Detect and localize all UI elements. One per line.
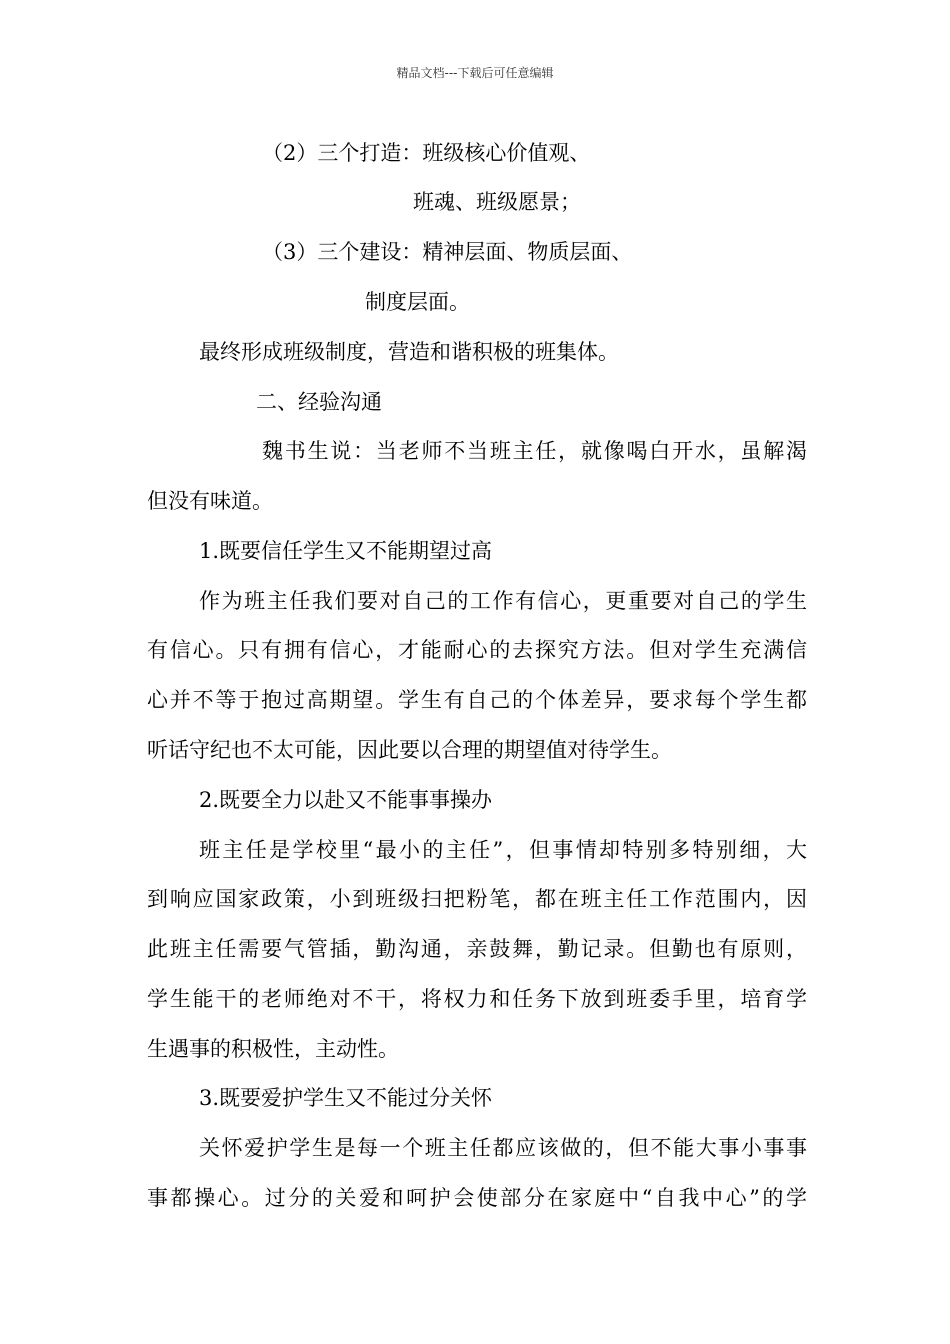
- paragraph-1-line-1: 作为班主任我们要对自己的工作有信心，更重要对自己的学生: [199, 589, 807, 613]
- list-item-3-continued: 制度层面。: [365, 290, 470, 314]
- paragraph-1-line-2: 有信心。只有拥有信心，才能耐心的去探究方法。但对学生充满信: [147, 638, 807, 662]
- list-item-3: （3）三个建设：精神层面、物质层面、: [262, 240, 633, 264]
- list-item-2: （2）三个打造：班级核心价值观、: [262, 141, 591, 165]
- quote-line-1: 魏书生说：当老师不当班主任，就像喝白开水，虽解渴: [262, 439, 807, 463]
- subheading-3: 3.既要爱护学生又不能过分关怀: [199, 1086, 493, 1110]
- paragraph-2-line-4: 学生能干的老师绝对不干，将权力和任务下放到班委手里，培育学: [147, 987, 807, 1011]
- paragraph-2-line-2: 到响应国家政策，小到班级扫把粉笔，都在班主任工作范围内，因: [147, 887, 807, 911]
- summary-sentence: 最终形成班级制度，营造和谐积极的班集体。: [199, 340, 619, 364]
- paragraph-2-line-3: 此班主任需要气管插，勤沟通，亲鼓舞，勤记录。但勤也有原则，: [147, 937, 807, 961]
- paragraph-2-line-1: 班主任是学校里“最小的主任”，但事情却特别多特别细，大: [199, 838, 807, 862]
- list-item-2-continued: 班魂、班级愿景；: [413, 190, 581, 214]
- section-heading-2: 二、经验沟通: [256, 390, 382, 414]
- page-header: 精品文档---下载后可任意编辑: [396, 66, 554, 80]
- paragraph-2-line-5: 生遇事的积极性，主动性。: [147, 1037, 399, 1061]
- paragraph-1-line-3: 心并不等于抱过高期望。学生有自己的个体差异，要求每个学生都: [147, 688, 807, 712]
- paragraph-3-line-1: 关怀爱护学生是每一个班主任都应该做的，但不能大事小事事: [199, 1136, 807, 1160]
- quote-line-2: 但没有味道。: [147, 489, 273, 513]
- paragraph-1-line-4: 听话守纪也不太可能，因此要以合理的期望值对待学生。: [147, 738, 672, 762]
- subheading-1: 1.既要信任学生又不能期望过高: [199, 539, 493, 563]
- subheading-2: 2.既要全力以赴又不能事事操办: [199, 788, 493, 812]
- paragraph-3-line-2: 事都操心。过分的关爱和呵护会使部分在家庭中“自我中心”的学: [147, 1186, 807, 1210]
